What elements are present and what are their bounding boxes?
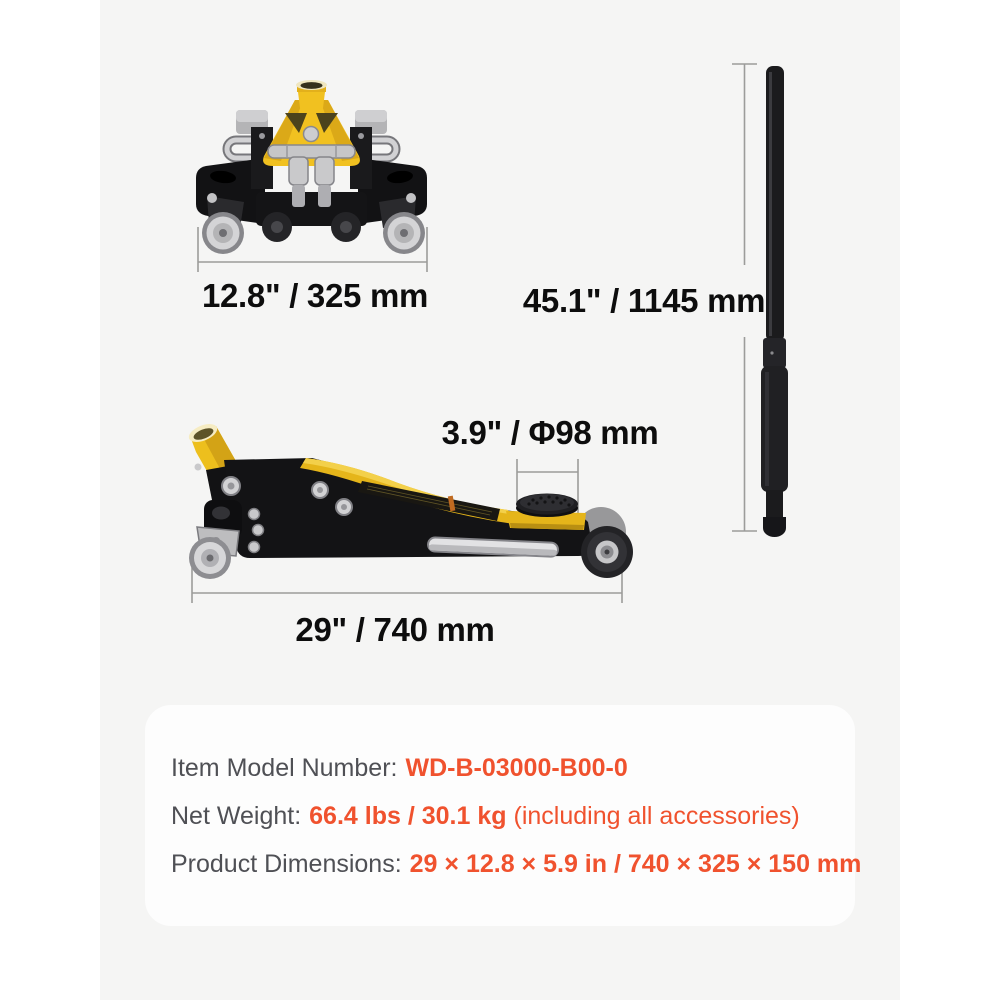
jack-length-dimension-label: 29" / 740 mm <box>295 611 495 648</box>
front-view-jack-illustration <box>196 80 427 254</box>
model-number-line <box>171 755 855 781</box>
model-number-label: Item Model Number: <box>171 753 398 782</box>
net-weight-label: Net Weight: <box>171 801 302 830</box>
handle-length-dimension-label: 45.1" / 1145 mm <box>522 282 766 319</box>
product-dimensions-value: 29 × 12.8 × 5.9 in / 740 × 325 × 150 mm <box>409 849 862 878</box>
model-number-value: WD-B-03000-B00-0 <box>405 753 628 782</box>
net-weight-value: 66.4 lbs / 30.1 kg <box>309 801 507 830</box>
product-info-card <box>145 705 862 926</box>
front-width-dimension-label: 12.8" / 325 mm <box>201 277 429 314</box>
net-weight-note: (including all accessories) <box>513 801 800 830</box>
product-dimensions-label: Product Dimensions: <box>171 849 402 878</box>
saddle-diameter-dimension-label: 3.9" / Φ98 mm <box>441 414 659 451</box>
product-dimensions-line <box>171 849 862 878</box>
net-weight-line <box>171 803 855 829</box>
